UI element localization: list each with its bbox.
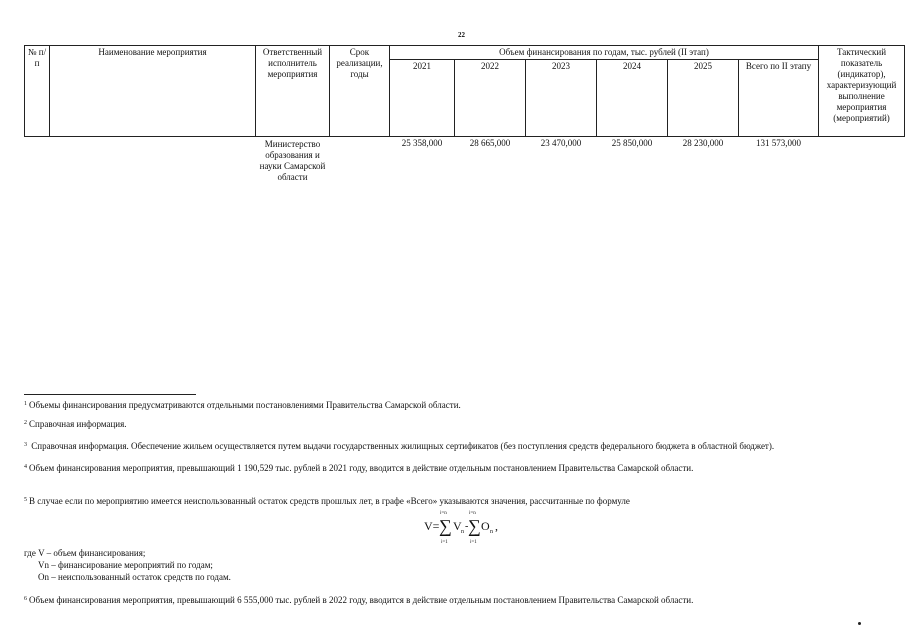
footnote-3 xyxy=(24,441,774,451)
formula-sum1-top: i=n xyxy=(440,511,447,516)
footnote-mark: 4 xyxy=(24,464,27,470)
footnote-mark: 5 xyxy=(24,497,27,503)
table-row xyxy=(25,137,905,201)
footnote-2 xyxy=(24,419,126,429)
formula-sum1-bottom: i=1 xyxy=(441,540,448,545)
formula-term2: O xyxy=(481,519,490,533)
formula-tail: , xyxy=(495,519,498,533)
footnote-mark: 2 xyxy=(24,420,27,426)
sigma-1: ∑ xyxy=(439,516,452,536)
footnote-text: Справочная информация. Обеспечение жильем осуществляется путем выдачи государственных жилищных сертификатов (без поступления средств федерального бюджета в областной бюджет). xyxy=(29,441,775,451)
footnote-4 xyxy=(24,463,693,473)
header-total: Всего по II этапу xyxy=(739,60,819,137)
header-term: Срок реализации, годы xyxy=(330,46,390,137)
legend-intro: где V – объем финансирования; xyxy=(24,548,146,558)
cell-num xyxy=(25,137,50,201)
formula-term1: V xyxy=(453,519,462,533)
scan-speck xyxy=(858,622,861,625)
cell-value-2023: 23 470,000 xyxy=(540,138,582,148)
cell-responsible: Министерство образования и науки Самарской области xyxy=(259,139,326,182)
formula-term2-sub: n xyxy=(490,529,493,535)
page-number: 22 xyxy=(458,31,465,39)
header-year-2023: 2023 xyxy=(526,60,597,137)
cell-name xyxy=(50,137,256,201)
cell-value-total: 131 573,000 xyxy=(756,138,802,148)
footnote-mark: 6 xyxy=(24,596,27,602)
formula-sum2-top: i=n xyxy=(469,511,476,516)
formula-lhs: V= xyxy=(424,519,440,533)
footnote-text: Справочная информация. xyxy=(29,419,127,429)
footnote-text: Объем финансирования мероприятия, превышающий 1 190,529 тыс. рублей в 2021 году, вводится в действие отдельным постановлением Правительства Самарской области. xyxy=(29,463,694,473)
footnote-divider xyxy=(24,394,196,395)
formula-minus: - xyxy=(465,521,469,532)
footnote-6 xyxy=(24,595,693,605)
footnote-mark: 1 xyxy=(24,401,27,407)
header-indicator: Тактический показатель (индикатор), характеризующий выполнение мероприятия (мероприятий) xyxy=(819,46,905,137)
cell-indicator xyxy=(819,137,905,201)
footnote-text: Объемы финансирования предусматриваются отдельными постановлениями Правительства Самарской области. xyxy=(29,400,461,410)
legend-vn: Vn – финансирование мероприятий по годам; xyxy=(38,560,213,570)
formula xyxy=(424,507,514,547)
cell-value-2021: 25 358,000 xyxy=(401,138,443,148)
footnote-mark: 3 xyxy=(24,442,27,448)
footnote-1 xyxy=(24,400,461,410)
cell-term xyxy=(330,137,390,201)
formula-term1-sub: n xyxy=(461,529,464,535)
cell-value-2024: 25 850,000 xyxy=(611,138,653,148)
footnote-text: В случае если по мероприятию имеется неиспользованный остаток средств прошлых лет, в графе «Всего» указываются значения, рассчитанные по формуле xyxy=(29,496,630,506)
header-financing: Объем финансирования по годам, тыс. рублей (II этап) xyxy=(390,46,819,60)
header-name: Наименование мероприятия xyxy=(50,46,256,137)
sigma-2: ∑ xyxy=(468,516,481,536)
header-year-2022: 2022 xyxy=(455,60,526,137)
legend-on: On – неиспользованный остаток средств по годам. xyxy=(38,572,231,582)
header-year-2021: 2021 xyxy=(390,60,455,137)
footnote-text: Объем финансирования мероприятия, превышающий 6 555,000 тыс. рублей в 2022 году, вводится в действие отдельным постановлением Правительства Самарской области. xyxy=(29,595,694,605)
cell-value-2022: 28 665,000 xyxy=(469,138,511,148)
header-year-2025: 2025 xyxy=(668,60,739,137)
financing-table xyxy=(24,45,905,200)
footnote-5 xyxy=(24,496,630,506)
header-num: № п/п xyxy=(25,46,50,137)
formula-sum2-bottom: i=1 xyxy=(470,540,477,545)
header-year-2024: 2024 xyxy=(597,60,668,137)
cell-value-2025: 28 230,000 xyxy=(682,138,724,148)
header-responsible: Ответственный исполнитель мероприятия xyxy=(256,46,330,137)
